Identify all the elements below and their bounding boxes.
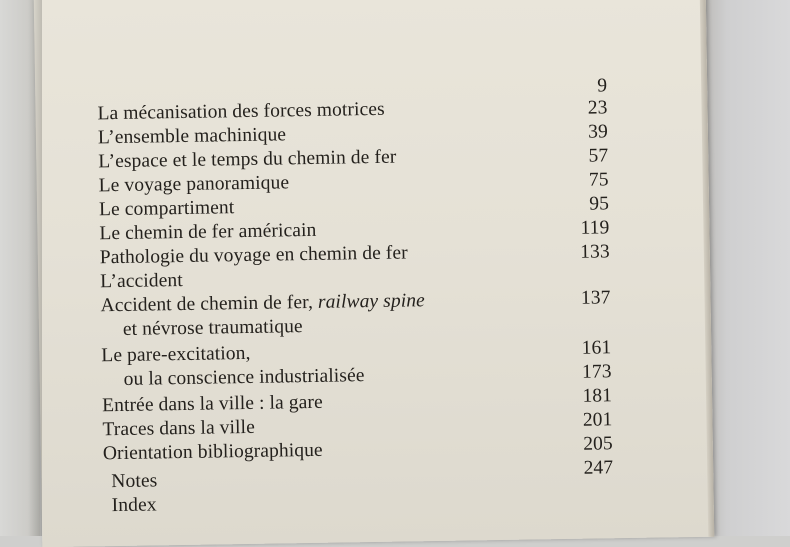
toc-page-number: 173 [581, 361, 612, 383]
page-shadow [28, 0, 42, 536]
toc-page-number: 201 [582, 409, 613, 431]
toc-entry-title: Traces dans la ville [102, 416, 256, 441]
toc-entry-title: Le pare-excitation, [101, 342, 251, 367]
toc-entry-title: Orientation bibliographique [102, 439, 323, 465]
table-of-contents [34, 0, 715, 547]
toc-page-number: 133 [580, 241, 610, 263]
toc-entry-title: Pathologie du voyage en chemin de fer [99, 242, 408, 269]
toc-entry-title-prefix: Accident de chemin de fer, [100, 291, 319, 317]
toc-page-number: 95 [589, 193, 610, 215]
toc-entry-title: Le chemin de fer américain [99, 219, 317, 245]
toc-entry-title: L’espace et le temps du chemin de fer [98, 146, 397, 173]
toc-page-number: 161 [581, 337, 612, 359]
toc-page-number: 205 [583, 433, 613, 455]
toc-entry-title: La mécanisation des forces motrices [97, 98, 385, 125]
toc-entry-title: L’accident [100, 270, 183, 293]
toc-page-number: 9 [597, 75, 608, 97]
toc-page-number: 247 [583, 457, 614, 479]
toc-page-number: 57 [588, 145, 609, 167]
toc-entry-title: Notes [111, 470, 158, 493]
toc-entry-title-continuation: et névrose traumatique [122, 316, 303, 340]
toc-page-number: 119 [580, 217, 610, 239]
toc-page-number: 39 [588, 121, 609, 143]
toc-entry-title-italic: railway spine [317, 290, 426, 313]
book-page [34, 0, 715, 547]
toc-entry-title-continuation: ou la conscience industrialisée [123, 365, 365, 390]
toc-entry-title [100, 289, 425, 318]
toc-page-number: 23 [587, 97, 608, 119]
toc-entry-title: Le compartiment [98, 197, 235, 221]
toc-page-number: 181 [582, 385, 613, 407]
toc-entry-title: Entrée dans la ville : la gare [101, 391, 323, 417]
background-right [700, 0, 790, 536]
toc-entry-title: Index [111, 494, 157, 517]
toc-entry-title: L’ensemble machinique [97, 124, 287, 149]
toc-page-number: 137 [580, 287, 611, 309]
toc-page-number: 75 [588, 169, 609, 191]
toc-entry-title: Le voyage panoramique [98, 172, 290, 197]
